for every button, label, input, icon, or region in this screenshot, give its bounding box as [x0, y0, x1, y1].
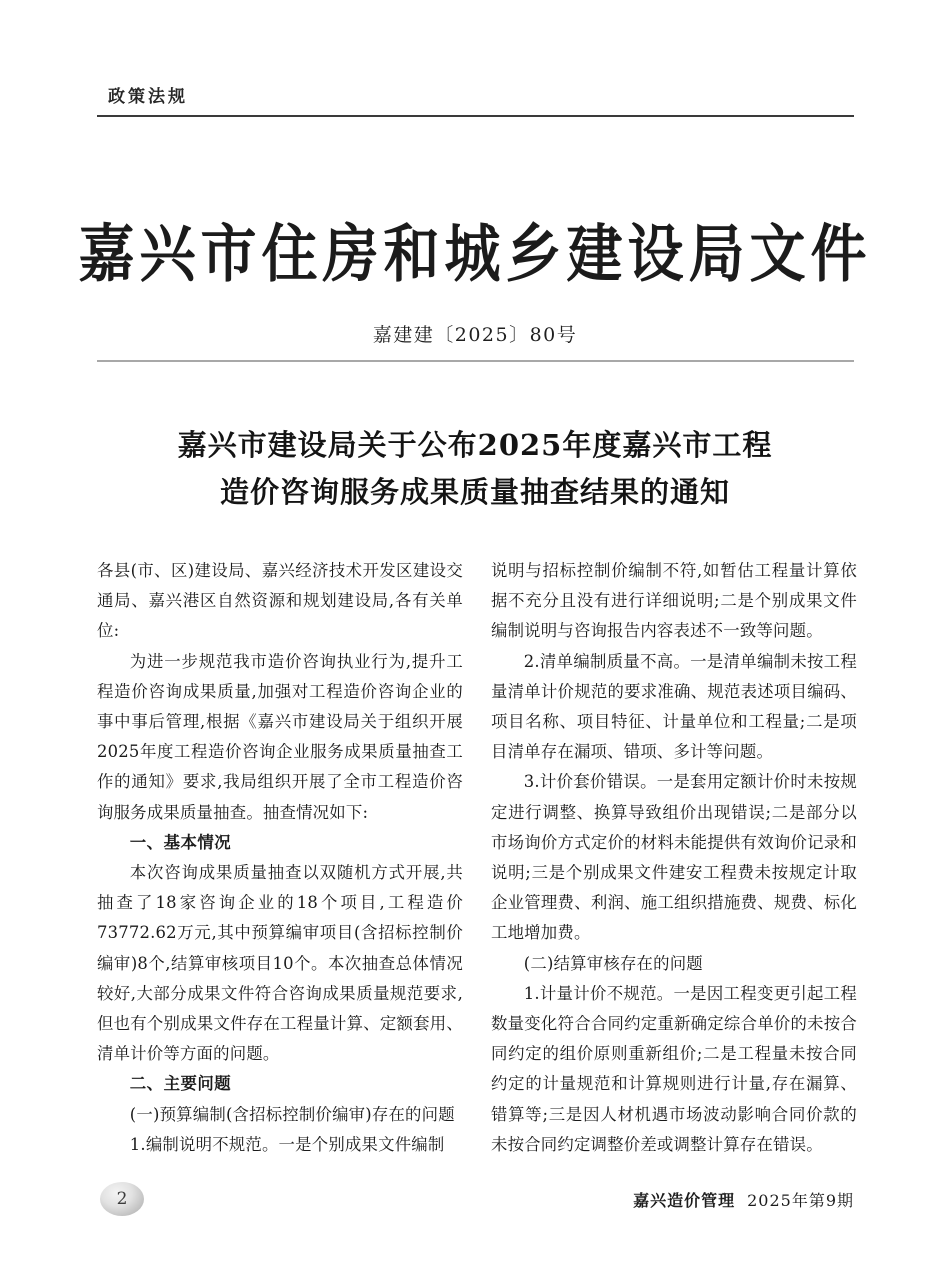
paragraph-subsection-two-heading: (二)结算审核存在的问题 — [523, 953, 703, 973]
article-title-line-1: 嘉兴市建设局关于公布2025年度嘉兴市工程 — [177, 428, 773, 462]
article-title-line-2: 造价咨询服务成果质量抽查结果的通知 — [219, 475, 730, 509]
paragraph-item-1-3: 3.计价套价错误。一是套用定额计价时未按规定进行调整、换算导致组价出现错误;二是部分以市场询价方式定价的材料未能提供有效询价记录和说明;三是个别成果文件建安工程费未按规定计取企业管理费、利润、施工组织措施费、规费、标化工地增加费。 — [491, 772, 857, 943]
running-header: 政策法规 — [108, 87, 188, 107]
masthead-divider — [97, 360, 854, 362]
footer-citation — [633, 1188, 854, 1211]
paragraph-preamble: 为进一步规范我市造价咨询执业行为,提升工程造价咨询成果质量,加强对工程造价咨询企业的事中事后管理,根据《嘉兴市建设局关于组织开展2025年度工程造价咨询企业服务成果质量抽查工作的通知》要求,我局组织开展了全市工程造价咨询服务成果质量抽查。抽查情况如下: — [97, 651, 463, 822]
page-number-badge: 2 — [100, 1182, 144, 1216]
paragraph-addressees: 各县(市、区)建设局、嘉兴经济技术开发区建设交通局、嘉兴港区自然资源和规划建设局,各有关单位: — [97, 561, 463, 641]
left-column — [97, 556, 463, 1156]
article-title — [115, 422, 835, 516]
paragraph-subsection-one-heading: (一)预算编制(含招标控制价编审)存在的问题 — [129, 1104, 455, 1124]
paragraph-section-one-body: 本次咨询成果质量抽查以双随机方式开展,共抽查了18家咨询企业的18个项目,工程造价73772.62万元,其中预算编审项目(含招标控制价编审)8个,结算审核项目10个。本次抽查总体情况较好,大部分成果文件符合咨询成果质量规范要求,但也有个别成果文件存在工程量计算、定额套用、清单计价等方面的问题。 — [97, 863, 463, 1064]
header-divider — [97, 115, 854, 117]
paragraph-item-1-1-cont: 说明与招标控制价编制不符,如暂估工程量计算依据不充分且没有进行详细说明;二是个别成果文件编制说明与咨询报告内容表述不一致等问题。 — [491, 561, 857, 641]
document-number: 嘉建建〔2025〕80号 — [372, 324, 578, 346]
footer-publication-name: 嘉兴造价管理 — [633, 1191, 736, 1210]
paragraph-item-1-2: 2.清单编制质量不高。一是清单编制未按工程量清单计价规范的要求准确、规范表述项目编码、项目名称、项目特征、计量单位和工程量;二是项目清单存在漏项、错项、多计等问题。 — [491, 651, 857, 762]
body-columns — [97, 556, 857, 1156]
paragraph-item-2-1: 1.计量计价不规范。一是因工程变更引起工程数量变化符合合同约定重新确定综合单价的未按合同约定的组价原则重新组价;二是工程量未按合同约定的计量规范和计算规则进行计量,存在漏算、错算等;三是因人材机遇市场波动影响合同价款的未按合同约定调整价差或调整计算存在错误。 — [491, 983, 857, 1154]
masthead-title: 嘉兴市住房和城乡建设局文件 — [78, 217, 872, 292]
footer-issue-label: 2025年第9期 — [747, 1191, 854, 1210]
paragraph-item-1-1: 1.编制说明不规范。一是个别成果文件编制 — [129, 1134, 445, 1154]
paragraph-section-one-heading: 一、基本情况 — [129, 832, 232, 852]
right-column — [491, 556, 857, 1156]
paragraph-section-two-heading: 二、主要问题 — [129, 1074, 232, 1094]
